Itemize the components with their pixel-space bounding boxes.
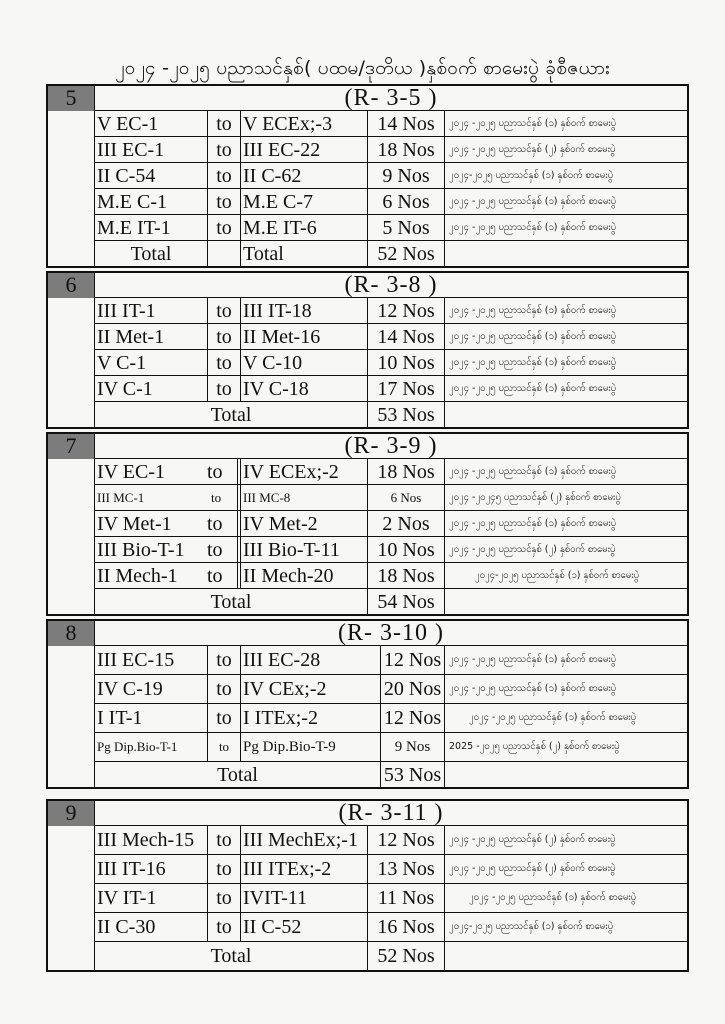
student-count: 13 Nos [368,855,445,884]
exam-note: ၂၀၂၄ -၂၀၂၅ ပညာသင်နှစ် (၁) နှစ်ဝက် စာမေးပွဲ [445,324,688,350]
roll-from: M.E IT-1 [95,215,208,241]
table-row [48,485,688,511]
block-number: 5 [48,86,95,111]
room-label: (R- 3-10 ) [95,621,688,646]
table-row [48,215,688,241]
block-number: 7 [48,434,95,459]
student-count: 14 Nos [368,324,445,350]
room-label: (R- 3-11 ) [95,801,688,826]
to-word: to [208,298,241,324]
room-label: (R- 3-8 ) [95,273,688,298]
table-row [48,913,688,942]
exam-note: ၂၀၂၄-၂၀၂၅ ပညာသင်နှစ် (၁) နှစ်ဝက် စာမေးပွဲ [445,563,688,589]
total-row [48,942,688,971]
table-row [48,646,688,675]
exam-note: ၂၀၂၄ -၂၀၂၅ ပညာသင်နှစ် (၂) နှစ်ဝက် စာမေးပွဲ [445,537,688,563]
to-word: to [211,489,222,505]
total-count: 53 Nos [368,402,445,428]
exam-note: ၂၀၂၄ -၂၀၂၅ ပညာသင်နှစ် (၁) နှစ်ဝက် စာမေးပွဲ [445,111,688,137]
roll-to: III MC-8 [241,485,368,511]
student-count: 2 Nos [368,511,445,537]
to-word: to [208,324,241,350]
block-number: 6 [48,273,95,298]
seating-block-5 [46,84,689,268]
to-word: to [207,538,223,561]
roll-to: II C-62 [241,163,368,189]
table-row [48,189,688,215]
student-count: 12 Nos [368,298,445,324]
to-word: to [208,189,241,215]
total-row [48,762,688,788]
total-label: Total [95,589,368,615]
student-count: 20 Nos [381,675,445,704]
student-count: 12 Nos [368,826,445,855]
roll-from: III IT-1 [95,298,208,324]
exam-note: 2025 -၂၀၂၅ ပညာသင်နှစ် (၂) နှစ်ဝက် စာမေးပွဲ [445,733,688,762]
total-count: 52 Nos [368,241,445,267]
roll-to: IV ECEx;-2 [241,459,368,485]
roll-from: IV C-19 [95,675,208,704]
table-row [48,111,688,137]
total-label: Total [95,241,208,267]
roll-to: I ITEx;-2 [241,704,381,733]
roll-from: IV Met-1 [97,512,172,535]
roll-to: III Bio-T-11 [241,537,368,563]
page-title: ၂၀၂၄ -၂၀၂၅ ပညာသင်နှစ်( ပထမ/ဒုတိယ )နှစ်ဝက် စာမေးပွဲ ခုံစီဇယား [115,57,610,79]
roll-to: M.E IT-6 [241,215,368,241]
to-word: to [208,376,241,402]
table-row [48,511,688,537]
roll-to: III EC-28 [241,646,381,675]
student-count: 6 Nos [368,189,445,215]
table-row [48,350,688,376]
exam-note: ၂၀၂၄ -၂၀၂၅ ပညာသင်နှစ် (၁) နှစ်ဝက် စာမေးပွဲ [445,350,688,376]
roll-from: II C-54 [95,163,208,189]
student-count: 18 Nos [368,137,445,163]
exam-note: ၂၀၂၄ -၂၀၂၅ ပညာသင်နှစ် (၁) နှစ်ဝက် စာမေးပွဲ [445,675,688,704]
exam-note: ၂၀၂၄ -၂၀၂၅ ပညာသင်နှစ် (၁) နှစ်ဝက် စာမေးပွဲ [445,459,688,485]
roll-from: II Met-1 [95,324,208,350]
roll-from: M.E C-1 [95,189,208,215]
table-row [48,324,688,350]
roll-from: IV IT-1 [95,884,208,913]
total-row [48,241,688,267]
to-word: to [207,460,223,483]
table-row [48,459,688,485]
exam-note: ၂၀၂၄ -၂၀၂၅ ပညာသင်နှစ် (၁) နှစ်ဝက် စာမေးပွဲ [445,298,688,324]
to-word: to [208,913,241,942]
to-word: to [208,704,241,733]
exam-note: ၂၀၂၄ -၂၀၂၅ ပညာသင်နှစ် (၁) နှစ်ဝက် စာမေးပွဲ [445,511,688,537]
table-row [48,563,688,589]
seating-block-8 [46,619,689,789]
to-word: to [208,163,241,189]
to-word: to [208,884,241,913]
room-label: (R- 3-5 ) [95,86,688,111]
roll-from: IV C-1 [95,376,208,402]
block-number: 8 [48,621,95,646]
table-row [48,826,688,855]
student-count: 10 Nos [368,537,445,563]
table-row [48,675,688,704]
roll-to: IVIT-11 [241,884,368,913]
student-count: 5 Nos [368,215,445,241]
table-row [48,733,688,762]
table-row [48,376,688,402]
exam-note: ၂၀၂၄ -၂၀၂၄၅ ပညာသင်နှစ် (၂) နှစ်ဝက် စာမေးပွဲ [445,485,688,511]
student-count: 10 Nos [368,350,445,376]
roll-from: II Mech-1 [97,564,178,587]
total-label: Total [95,402,368,428]
total-count: 54 Nos [368,589,445,615]
roll-from: IV EC-1 [97,460,165,483]
roll-from: V C-1 [95,350,208,376]
student-count: 18 Nos [368,459,445,485]
table-row [48,537,688,563]
table-row [48,855,688,884]
exam-note: ၂၀၂၄ -၂၀၂၅ ပညာသင်နှစ် (၂) နှစ်ဝက် စာမေးပွဲ [445,826,688,855]
to-word: to [207,564,223,587]
table-row [48,704,688,733]
student-count: 12 Nos [381,704,445,733]
roll-to: V C-10 [241,350,368,376]
exam-note: ၂၀၂၄ -၂၀၂၅ ပညာသင်နှစ် (၁) နှစ်ဝက် စာမေးပွဲ [445,704,688,733]
roll-to: III ITEx;-2 [241,855,368,884]
roll-to: III MechEx;-1 [241,826,368,855]
total-row [48,402,688,428]
exam-note: ၂၀၂၄ -၂၀၂၅ ပညာသင်နှစ် (၁) နှစ်ဝက် စာမေးပွဲ [445,215,688,241]
student-count: 9 Nos [368,163,445,189]
roll-from: V EC-1 [95,111,208,137]
roll-to: M.E C-7 [241,189,368,215]
roll-from: III MC-1 [97,489,145,505]
to-word: to [208,350,241,376]
roll-from: III EC-15 [95,646,208,675]
room-label: (R- 3-9 ) [95,434,688,459]
total-row [48,589,688,615]
total-label: Total [95,942,368,971]
exam-note: ၂၀၂၄ -၂၀၂၅ ပညာသင်နှစ် (၁) နှစ်ဝက် စာမေးပွဲ [445,376,688,402]
roll-from: II C-30 [95,913,208,942]
roll-to: III IT-18 [241,298,368,324]
roll-to: II Met-16 [241,324,368,350]
roll-to: IV Met-2 [241,511,368,537]
table-row [48,163,688,189]
student-count: 11 Nos [368,884,445,913]
roll-to: IV C-18 [241,376,368,402]
roll-from: III Bio-T-1 [97,538,185,561]
exam-note: ၂၀၂၄ -၂၀၂၅ ပညာသင်နှစ် (၁) နှစ်ဝက် စာမေးပွဲ [445,646,688,675]
roll-from: III Mech-15 [95,826,208,855]
total-count: 52 Nos [368,942,445,971]
roll-to: IV CEx;-2 [241,675,381,704]
to-word: to [208,111,241,137]
roll-from: III IT-16 [95,855,208,884]
to-word: to [208,733,241,762]
total-count: 53 Nos [381,762,445,788]
seating-block-9 [46,799,689,972]
to-word: to [208,675,241,704]
table-row [48,137,688,163]
total-label: Total [95,762,381,788]
seating-block-7 [46,432,689,616]
to-word: to [208,855,241,884]
roll-to: V ECEx;-3 [241,111,368,137]
exam-note: ၂၀၂၄ -၂၀၂၅ ပညာသင်နှစ် (၁) နှစ်ဝက် စာမေးပွဲ [445,884,688,913]
roll-to: III EC-22 [241,137,368,163]
student-count: 12 Nos [381,646,445,675]
exam-note: ၂၀၂၄-၂၀၂၅ ပညာသင်နှစ် (၁) နှစ်ဝက် စာမေးပွဲ [445,913,688,942]
student-count: 18 Nos [368,563,445,589]
student-count: 17 Nos [368,376,445,402]
exam-note: ၂၀၂၄-၂၀၂၅ ပညာသင်နှစ် (၁) နှစ်ဝက် စာမေးပွဲ [445,163,688,189]
student-count: 6 Nos [368,485,445,511]
to-word: to [208,215,241,241]
student-count: 14 Nos [368,111,445,137]
seating-block-6 [46,271,689,429]
to-word: to [208,646,241,675]
roll-from: III EC-1 [95,137,208,163]
table-row [48,884,688,913]
exam-note: ၂၀၂၄ -၂၀၂၅ ပညာသင်နှစ် (၂) နှစ်ဝက် စာမေးပွဲ [445,137,688,163]
roll-to: II Mech-20 [241,563,368,589]
block-number: 9 [48,801,95,826]
roll-from: I IT-1 [95,704,208,733]
roll-to: Pg Dip.Bio-T-9 [241,733,381,762]
to-word: to [208,826,241,855]
roll-to: II C-52 [241,913,368,942]
total-label-2: Total [241,241,368,267]
to-word: to [208,137,241,163]
student-count: 9 Nos [381,733,445,762]
table-row [48,298,688,324]
roll-from: Pg Dip.Bio-T-1 [95,733,208,762]
exam-note: ၂၀၂၄ -၂၀၂၅ ပညာသင်နှစ် (၁) နှစ်ဝက် စာမေးပွဲ [445,189,688,215]
exam-note: ၂၀၂၄ -၂၀၂၅ ပညာသင်နှစ် (၂) နှစ်ဝက် စာမေးပွဲ [445,855,688,884]
student-count: 16 Nos [368,913,445,942]
to-word: to [207,512,223,535]
